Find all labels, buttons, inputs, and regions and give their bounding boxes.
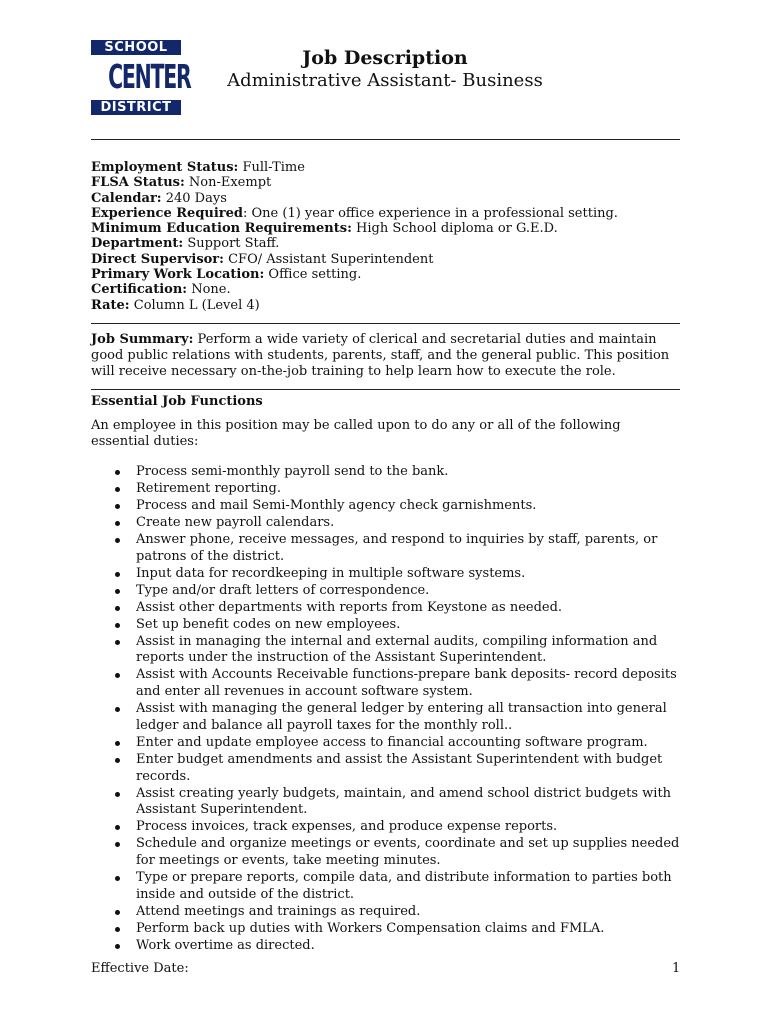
status-value: CFO/ Assistant Superintendent — [223, 251, 434, 267]
list-item — [136, 566, 680, 583]
status-value: None. — [187, 282, 231, 298]
status-value: Non-Exempt — [184, 175, 272, 191]
status-value: Full-Time — [238, 160, 305, 175]
document-title: Job Description — [302, 47, 468, 69]
status-value: Support Staff. — [183, 236, 280, 252]
list-item-text: Answer phone, receive messages, and respond to inquiries by staff, parents, or patrons of the district. — [136, 531, 658, 564]
status-label: Department: — [91, 236, 184, 252]
list-item — [136, 752, 680, 786]
bullet-icon — [115, 927, 120, 932]
list-item — [136, 600, 680, 617]
list-item-text: Enter and update employee access to financial accounting software program. — [136, 734, 648, 750]
status-line — [91, 298, 680, 313]
list-item — [136, 532, 680, 566]
status-label: Rate: — [91, 297, 130, 313]
status-label: FLSA Status: — [91, 175, 185, 191]
list-item-text: Perform back up duties with Workers Compensation claims and FMLA. — [136, 920, 605, 936]
bullet-icon — [115, 572, 120, 577]
status-line — [91, 160, 680, 175]
employment-details — [91, 160, 680, 313]
bullet-icon — [115, 623, 120, 628]
logo-center-text: CENTER — [108, 57, 191, 96]
bullet-icon — [115, 758, 120, 763]
list-item — [136, 667, 680, 701]
bullet-icon — [115, 842, 120, 847]
bullet-icon — [115, 944, 120, 949]
job-summary-text: Perform a wide variety of clerical and secretarial duties and maintain good public relations with students, parents, staff, and the general public. This position will receive necessary on-the-job training to help learn how to execute the role. — [91, 331, 670, 380]
list-item-text: Assist other departments with reports from Keystone as needed. — [136, 599, 563, 615]
list-item — [136, 481, 680, 498]
school-district-logo — [91, 40, 191, 115]
list-item-text: Process invoices, track expenses, and produce expense reports. — [136, 819, 558, 835]
list-item-text: Retirement reporting. — [136, 480, 281, 496]
list-item-text: Type or prepare reports, compile data, and distribute information to parties both inside and outside of the district. — [136, 870, 672, 902]
bullet-icon — [115, 470, 120, 475]
list-item — [136, 870, 680, 904]
job-title: Administrative Assistant- Business — [227, 70, 543, 91]
list-item-text: Input data for recordkeeping in multiple software systems. — [136, 565, 526, 581]
status-value: : One (1) year office experience in a professional setting. — [243, 205, 618, 221]
status-value: Office setting. — [264, 267, 362, 283]
status-label: Certification: — [91, 282, 188, 298]
list-item-text: Attend meetings and trainings as required. — [136, 903, 421, 919]
list-item-text: Process semi-monthly payroll send to the bank. — [136, 463, 449, 479]
list-item — [136, 617, 680, 634]
list-item — [136, 904, 680, 921]
logo-district-band: DISTRICT — [91, 100, 181, 115]
bullet-icon — [115, 792, 120, 797]
list-item — [136, 464, 680, 481]
status-line — [91, 206, 680, 221]
list-item-text: Work overtime as directed. — [136, 937, 315, 953]
bullet-icon — [115, 504, 120, 509]
status-line — [91, 236, 680, 251]
list-item-text: Assist in managing the internal and external audits, compiling information and reports under the instruction of the Assistant Superintendent. — [136, 633, 658, 666]
list-item — [136, 701, 680, 735]
status-label: Calendar: — [91, 190, 162, 206]
status-label: Direct Supervisor: — [91, 251, 224, 267]
bullet-icon — [115, 487, 120, 492]
status-label: Employment Status: — [91, 160, 239, 175]
status-label: Experience Required — [91, 205, 244, 221]
bullet-icon — [115, 910, 120, 915]
essential-functions-list — [91, 464, 680, 955]
bullet-icon — [115, 606, 120, 611]
status-line — [91, 221, 680, 236]
job-summary-label: Job Summary: — [91, 331, 194, 347]
list-item-text: Set up benefit codes on new employees. — [136, 616, 401, 632]
page-number: 1 — [672, 961, 681, 976]
list-item — [136, 735, 680, 752]
bullet-icon — [115, 589, 120, 594]
bullet-icon — [115, 640, 120, 645]
bullet-icon — [115, 538, 120, 543]
status-line — [91, 267, 680, 282]
list-item — [136, 498, 680, 515]
essential-functions-intro: An employee in this position may be called upon to do any or all of the following essential duties: — [91, 417, 621, 449]
job-summary — [91, 323, 680, 381]
status-label: Minimum Education Requirements: — [91, 221, 352, 237]
status-line — [91, 191, 680, 206]
list-item-text: Create new payroll calendars. — [136, 514, 335, 530]
bullet-icon — [115, 707, 120, 712]
list-item-text: Assist with managing the general ledger by entering all transaction into general ledger and balance all payroll taxes for the monthly roll.. — [136, 701, 667, 733]
list-item-text: Process and mail Semi-Monthly agency check garnishments. — [136, 497, 537, 513]
bullet-icon — [115, 673, 120, 678]
list-item — [136, 515, 680, 532]
essential-functions-heading: Essential Job Functions — [91, 389, 680, 409]
list-item-text: Schedule and organize meetings or events, coordinate and set up supplies needed for meetings or events, take meeting minutes. — [136, 836, 680, 869]
list-item-text: Enter budget amendments and assist the Assistant Superintendent with budget records. — [136, 751, 663, 784]
bullet-icon — [115, 876, 120, 881]
status-value: High School diploma or G.E.D. — [351, 221, 558, 237]
effective-date-label: Effective Date: — [91, 961, 189, 976]
list-item — [136, 921, 680, 938]
bullet-icon — [115, 825, 120, 830]
document-body — [91, 160, 680, 955]
bullet-icon — [115, 741, 120, 746]
status-value: 240 Days — [161, 190, 227, 206]
list-item — [136, 938, 680, 955]
status-label: Primary Work Location: — [91, 267, 265, 283]
bullet-icon — [115, 521, 120, 526]
list-item — [136, 819, 680, 836]
list-item-text: Type and/or draft letters of correspondence. — [136, 582, 430, 598]
list-item-text: Assist with Accounts Receivable functions-prepare bank deposits- record deposits and enter all revenues in account software system. — [136, 667, 677, 700]
list-item — [136, 836, 680, 870]
status-line — [91, 282, 680, 297]
status-line — [91, 252, 680, 267]
status-line — [91, 175, 680, 190]
status-value: Column L (Level 4) — [129, 297, 260, 313]
list-item-text: Assist creating yearly budgets, maintain, and amend school district budgets with Assistant Superintendent. — [136, 785, 672, 818]
list-item — [136, 634, 680, 668]
list-item — [136, 786, 680, 820]
header-divider — [91, 139, 680, 140]
list-item — [136, 583, 680, 600]
logo-school-band: SCHOOL — [91, 40, 181, 55]
